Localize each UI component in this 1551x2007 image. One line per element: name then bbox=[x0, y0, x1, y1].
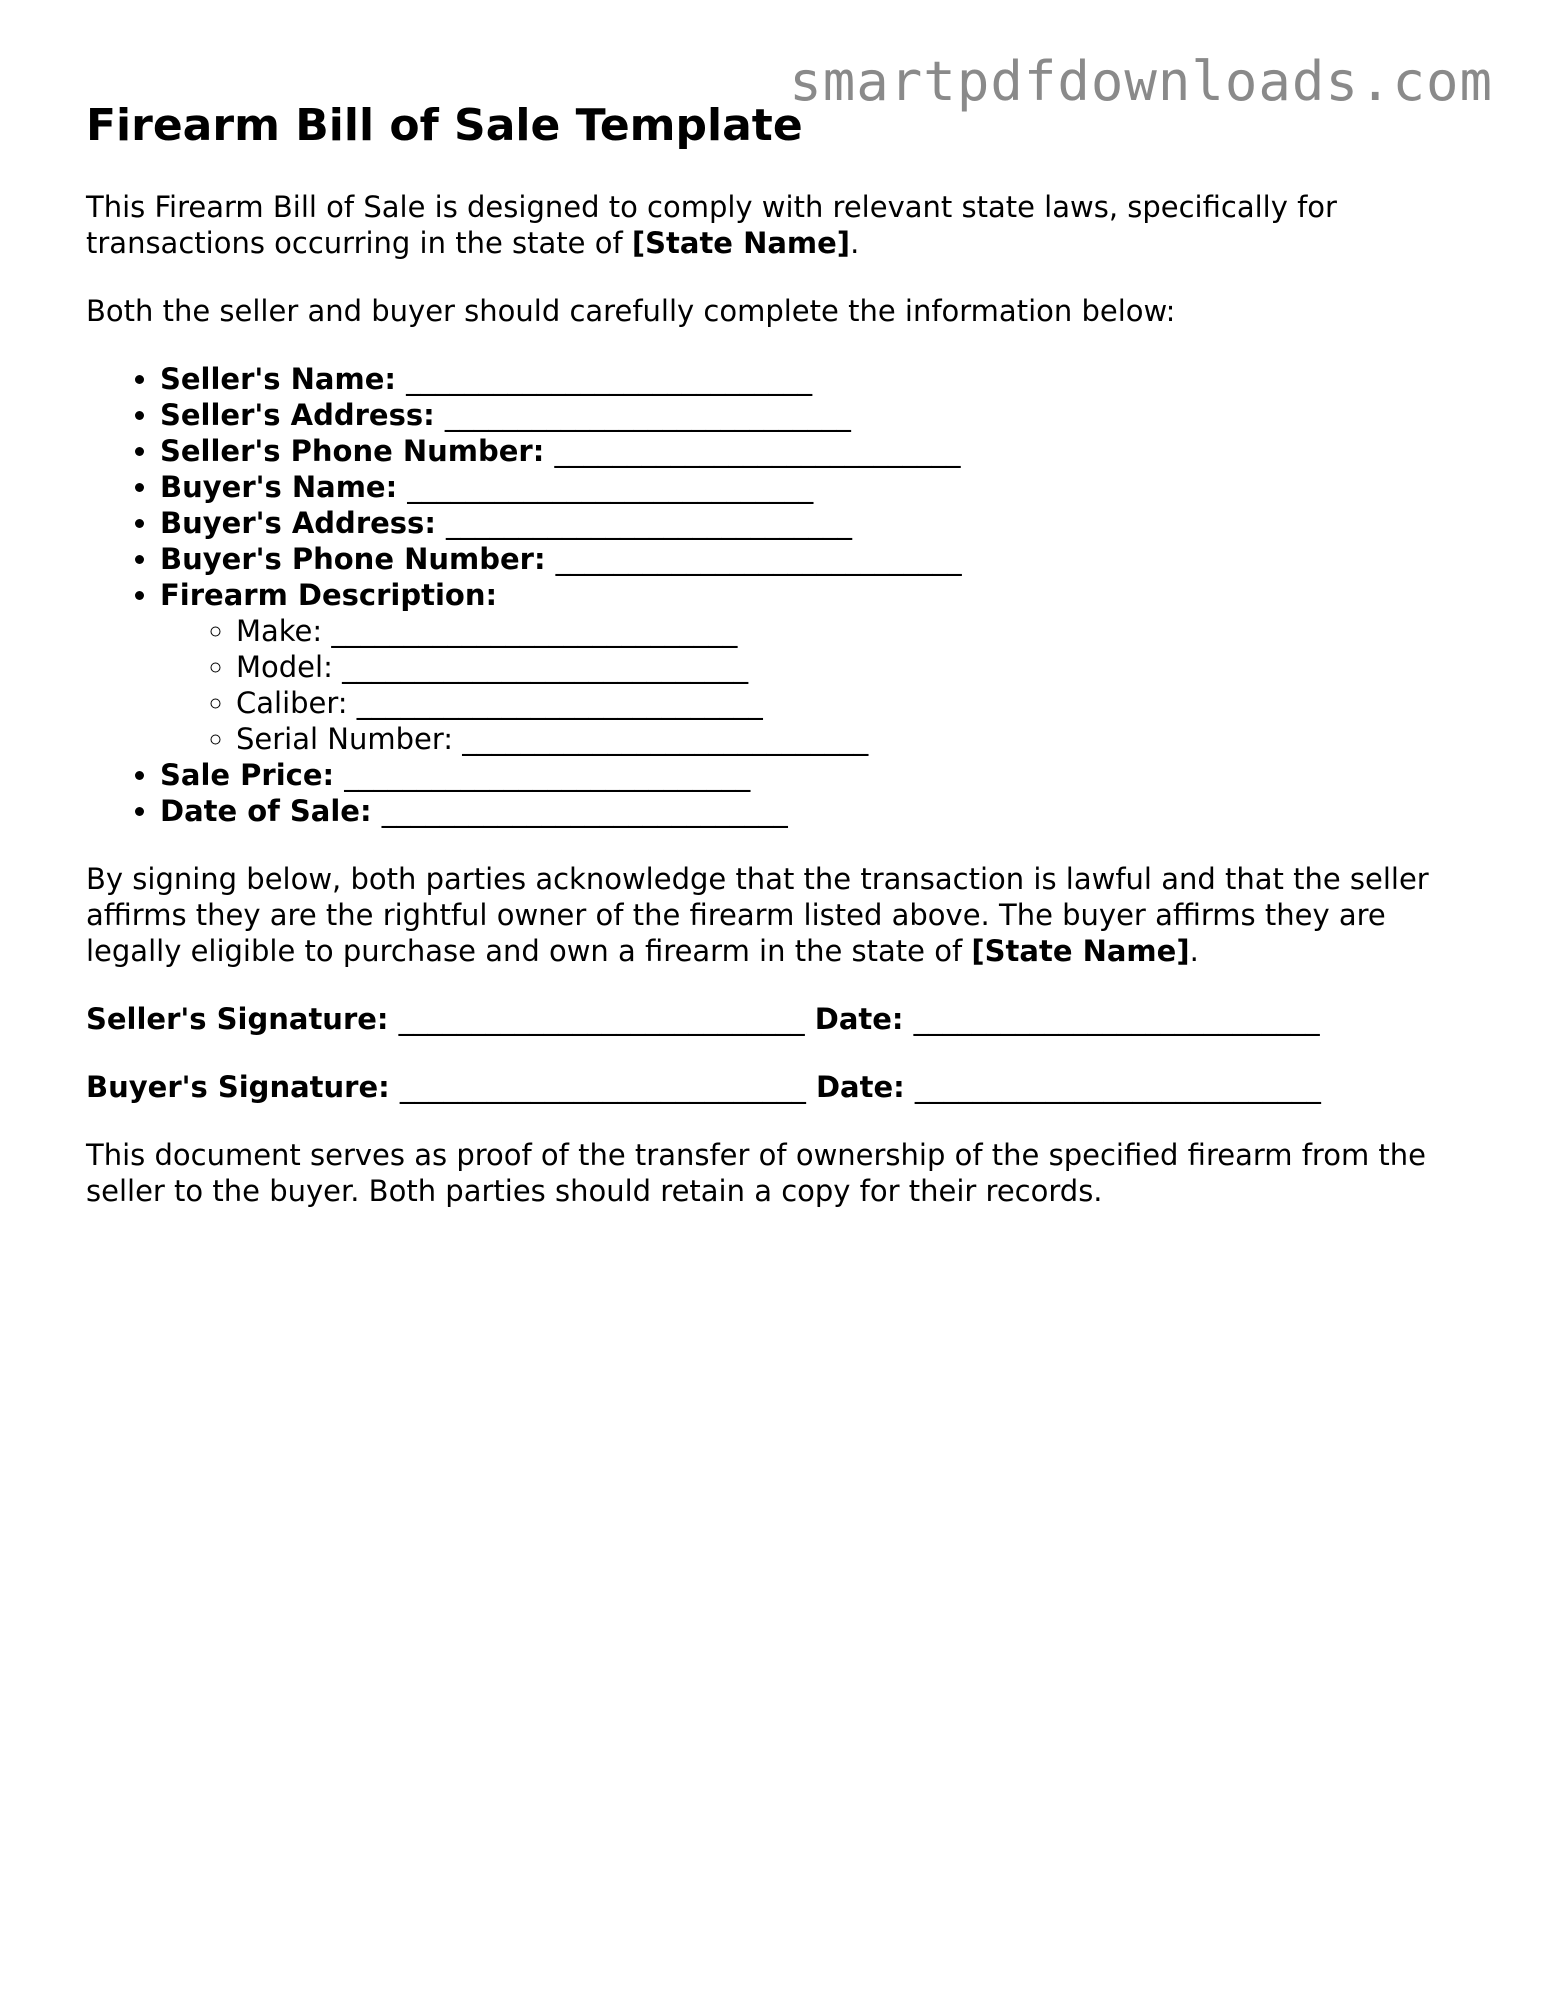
seller-phone-blank[interactable]: ____________________________ bbox=[554, 433, 961, 468]
firearm-subfields bbox=[160, 613, 1466, 757]
field-buyer-name: • Buyer's Name: ____________________________ bbox=[160, 469, 1466, 505]
seller-address-blank[interactable]: ____________________________ bbox=[444, 397, 851, 432]
seller-date-blank[interactable]: ____________________________ bbox=[913, 1001, 1320, 1036]
sale-price-blank[interactable]: ____________________________ bbox=[344, 757, 751, 792]
watermark: smartpdfdownloads.com bbox=[789, 50, 1493, 113]
buyer-name-blank[interactable]: ____________________________ bbox=[407, 469, 814, 504]
buyer-signature-line: Buyer's Signature: ____________________________ Date: ____________________________ bbox=[86, 1069, 1321, 1104]
field-buyer-address: • Buyer's Address: ____________________________ bbox=[160, 505, 1466, 541]
state-placeholder: [State Name] bbox=[631, 225, 851, 260]
make-blank[interactable]: ____________________________ bbox=[331, 613, 738, 648]
field-seller-address: • Seller's Address: ____________________________ bbox=[160, 397, 1466, 433]
state-placeholder: [State Name] bbox=[971, 933, 1190, 968]
buyer-date-blank[interactable]: ____________________________ bbox=[914, 1069, 1321, 1104]
closing-paragraph: This document serves as proof of the transfer of ownership of the specified firearm from the seller to the buyer. Both parties should retain a copy for their records. bbox=[86, 1137, 1427, 1208]
field-seller-phone: • Seller's Phone Number: ____________________________ bbox=[160, 433, 1466, 469]
field-buyer-phone: • Buyer's Phone Number: ____________________________ bbox=[160, 541, 1466, 577]
buyer-address-blank[interactable]: ____________________________ bbox=[446, 505, 853, 540]
acknowledgement-paragraph: By signing below, both parties acknowledge that the transaction is lawful and that the seller affirms they are the rightful owner of the firearm listed above. The buyer affirms they are legally eligible to purchase and own a firearm in the state of [State Name]. bbox=[86, 861, 1429, 968]
seller-name-blank[interactable]: ____________________________ bbox=[406, 361, 813, 396]
field-list bbox=[86, 361, 1466, 829]
instruction-paragraph: Both the seller and buyer should carefully complete the information below: bbox=[86, 293, 1176, 328]
seller-signature-blank[interactable]: ____________________________ bbox=[398, 1001, 805, 1036]
page-title: Firearm Bill of Sale Template bbox=[86, 100, 803, 151]
document-body bbox=[86, 100, 1466, 1241]
field-firearm-description: • Firearm Description: ◦ Make: ____________________________ ◦ Model: ____________________________ ◦ Caliber: ____________________________ ◦ Serial Number: ____________________________ bbox=[160, 577, 1466, 757]
field-model: ◦ Model: ____________________________ bbox=[236, 649, 1466, 685]
buyer-signature-blank[interactable]: ____________________________ bbox=[399, 1069, 806, 1104]
field-date-of-sale: • Date of Sale: ____________________________ bbox=[160, 793, 1466, 829]
intro-paragraph: This Firearm Bill of Sale is designed to comply with relevant state laws, specifically for transactions occurring in the state of [State Name]. bbox=[86, 189, 1337, 260]
field-make: ◦ Make: ____________________________ bbox=[236, 613, 1466, 649]
model-blank[interactable]: ____________________________ bbox=[342, 649, 749, 684]
seller-signature-line: Seller's Signature: ____________________________ Date: ____________________________ bbox=[86, 1001, 1320, 1036]
buyer-phone-blank[interactable]: ____________________________ bbox=[555, 541, 962, 576]
field-seller-name: • Seller's Name: ____________________________ bbox=[160, 361, 1466, 397]
field-serial-number: ◦ Serial Number: ____________________________ bbox=[236, 721, 1466, 757]
date-of-sale-blank[interactable]: ____________________________ bbox=[381, 793, 788, 828]
field-sale-price: • Sale Price: ____________________________ bbox=[160, 757, 1466, 793]
field-caliber: ◦ Caliber: ____________________________ bbox=[236, 685, 1466, 721]
serial-number-blank[interactable]: ____________________________ bbox=[462, 721, 869, 756]
caliber-blank[interactable]: ____________________________ bbox=[356, 685, 763, 720]
